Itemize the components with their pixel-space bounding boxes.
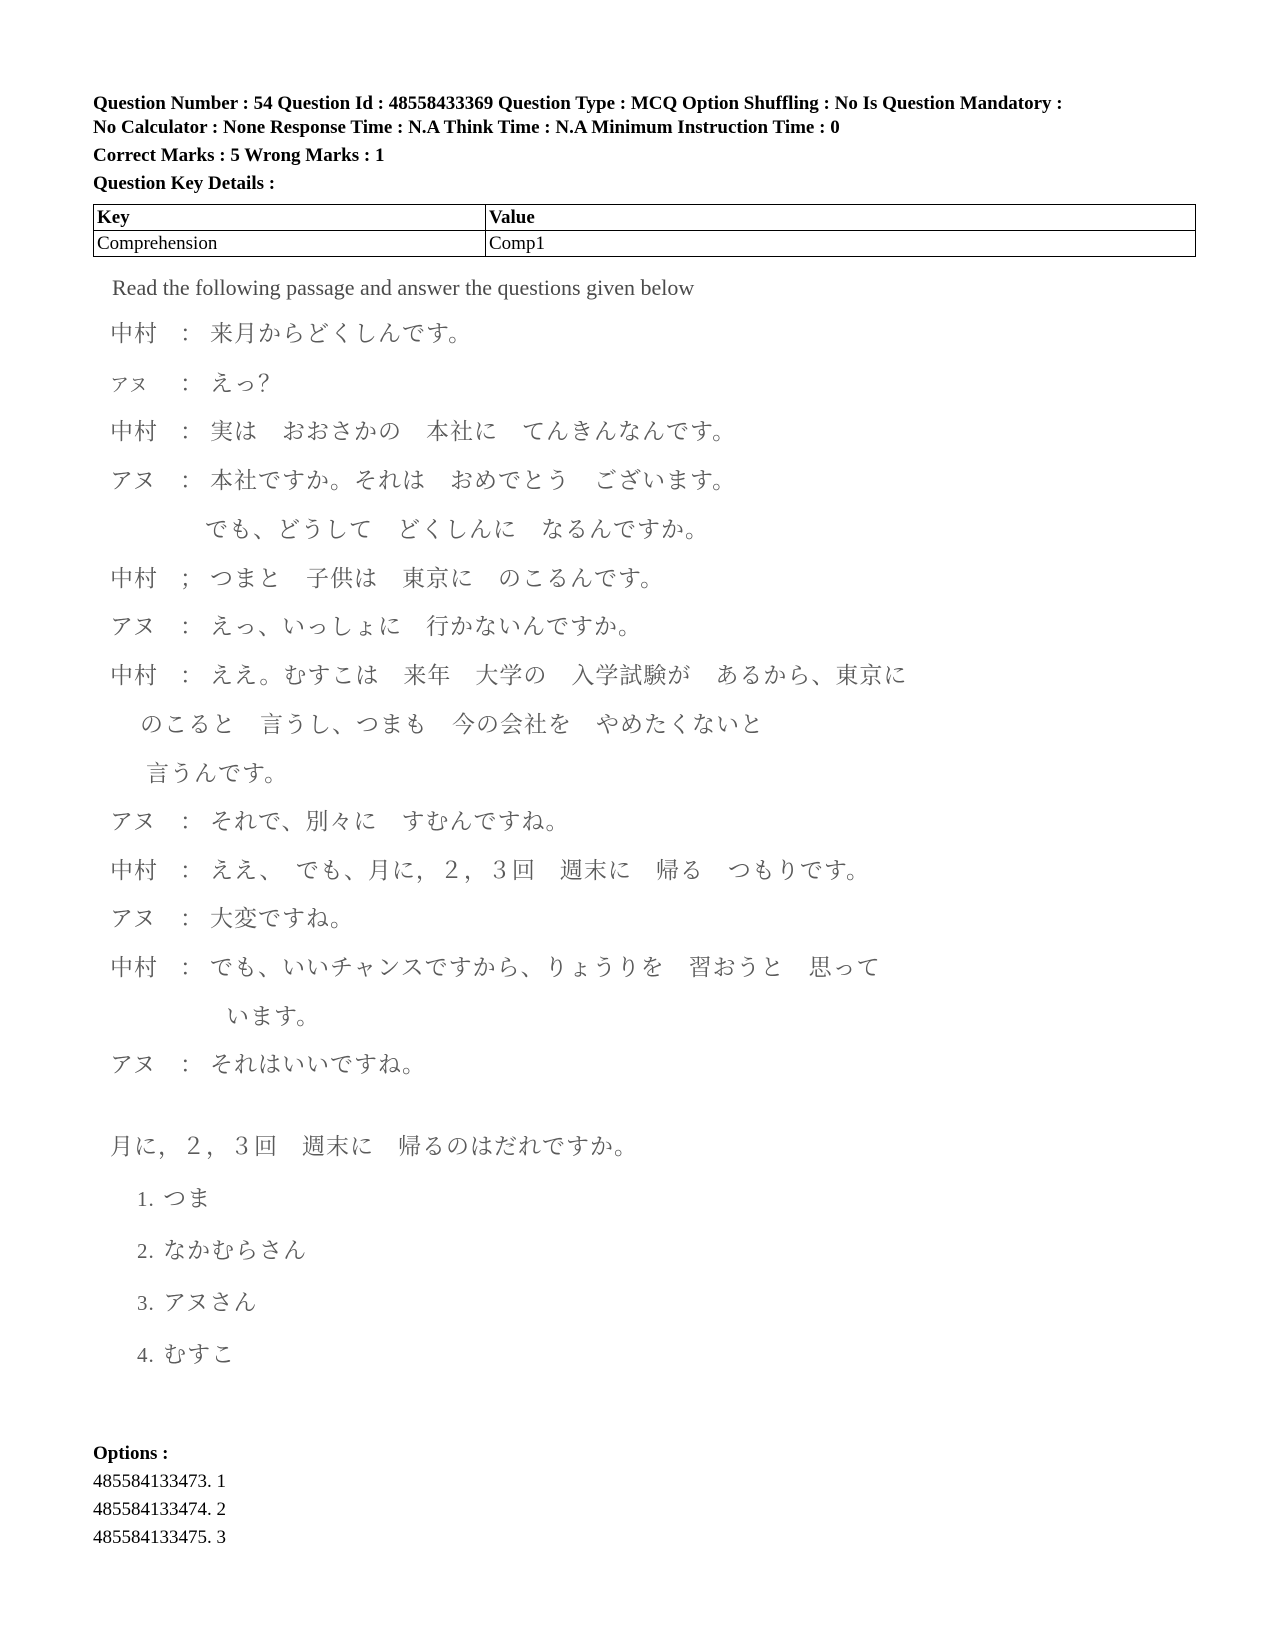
passage-intro: Read the following passage and answer the questions given below [112,275,695,300]
speaker: 中村 [110,321,158,347]
header-key: Key [94,205,486,231]
colon: ： [180,419,204,445]
options-heading: Options : [93,1443,169,1464]
colon: ： [180,468,204,494]
dialogue-line [110,852,870,885]
colon: ： [180,614,204,640]
speaker: アヌ [110,1052,157,1078]
line-text: つまと 子供は 東京に のこるんです。 [210,566,665,592]
speaker: 中村 [110,858,158,884]
choice-text: つま [163,1186,212,1212]
header-value: Value [486,205,1196,231]
dialogue-line [110,413,736,446]
dialogue-line [110,560,664,593]
dialogue-line [110,949,881,982]
dialogue-line [110,315,472,348]
option-item: 485584133473. 1 [93,1471,226,1492]
speaker: 中村 [110,419,158,445]
dialogue-line [110,1046,426,1079]
choice-text: なかむらさん [163,1238,308,1264]
option-item: 485584133475. 3 [93,1527,226,1548]
dialogue-line [110,900,354,933]
choice-text: むすこ [163,1342,236,1368]
table-header-row [94,205,1196,231]
line-text: えっ？ [210,371,282,397]
dialogue-continuation: でも、どうして どくしんに なるんですか。 [205,517,709,543]
speaker: アヌ [110,374,149,396]
line-text: 来月からどくしんです。 [210,321,473,347]
speaker: アヌ [110,468,157,494]
line-text: 大変ですね。 [210,906,354,932]
answer-choice [137,1180,211,1213]
speaker: 中村 [110,955,158,981]
colon: ： [180,858,204,884]
line-text: ええ、 でも、月に，２，３回 週末に 帰る つもりです。 [210,858,871,884]
speaker: アヌ [110,906,157,932]
table-row [94,231,1196,257]
passage-image [110,275,1010,1368]
answer-choice [137,1232,307,1265]
dialogue-line [110,365,282,398]
line-text: でも、いいチャンスですから、りょうりを 習おうと 思って [210,955,881,981]
dialogue-continuation: のこると 言うし、つまも 今の会社を やめたくないと [140,712,764,738]
line-text: 本社ですか。それは おめでとう ございます。 [210,468,737,494]
colon: ： [180,371,204,397]
colon: ： [180,321,204,347]
options-list [93,1440,226,1552]
dialogue-line [110,803,570,836]
choice-number: 3. [137,1291,155,1315]
choice-number: 4. [137,1343,155,1367]
dialogue-line [110,462,736,495]
cell-value: Comp1 [486,231,1196,257]
colon: ： [180,1052,204,1078]
key-details-heading: Question Key Details : [93,173,276,194]
metadata-line-2: No Calculator : None Response Time : N.A Think Time : N.A Minimum Instruction Time : 0 [93,117,840,138]
line-text: それで、別々に すむんですね。 [210,809,570,835]
dialogue-line [110,657,907,690]
colon: ： [180,955,204,981]
speaker: 中村 [110,663,158,689]
line-text: 実は おおさかの 本社に てんきんなんです。 [210,419,737,445]
colon: ： [180,809,204,835]
choice-number: 1. [137,1187,155,1211]
colon: ： [180,906,204,932]
choice-text: アヌさん [163,1290,258,1316]
cell-key: Comprehension [94,231,486,257]
question-key-table [93,204,1196,257]
choice-number: 2. [137,1239,155,1263]
colon: ： [180,663,204,689]
speaker: アヌ [110,614,157,640]
metadata-line-1: Question Number : 54 Question Id : 48558433369 Question Type : MCQ Option Shuffling : No Is Question Mandatory : [93,93,1063,114]
question-text: 月に，２，３回 週末に 帰るのはだれですか。 [110,1134,638,1160]
line-text: それはいいですね。 [210,1052,426,1078]
question-metadata [93,92,1193,196]
line-text: えっ、いっしょに 行かないんですか。 [210,614,642,640]
dialogue-line [110,608,642,641]
speaker: 中村 [110,566,158,592]
dialogue-continuation: います。 [226,1004,321,1030]
option-item: 485584133474. 2 [93,1499,226,1520]
dialogue-continuation: 言うんです。 [146,761,289,787]
speaker: アヌ [110,809,157,835]
colon: ； [180,566,204,592]
line-text: ええ。むすこは 来年 大学の 入学試験が あるから、東京に [210,663,908,689]
marks-line: Correct Marks : 5 Wrong Marks : 1 [93,145,385,166]
answer-choice [137,1284,257,1317]
answer-choice [137,1336,235,1369]
